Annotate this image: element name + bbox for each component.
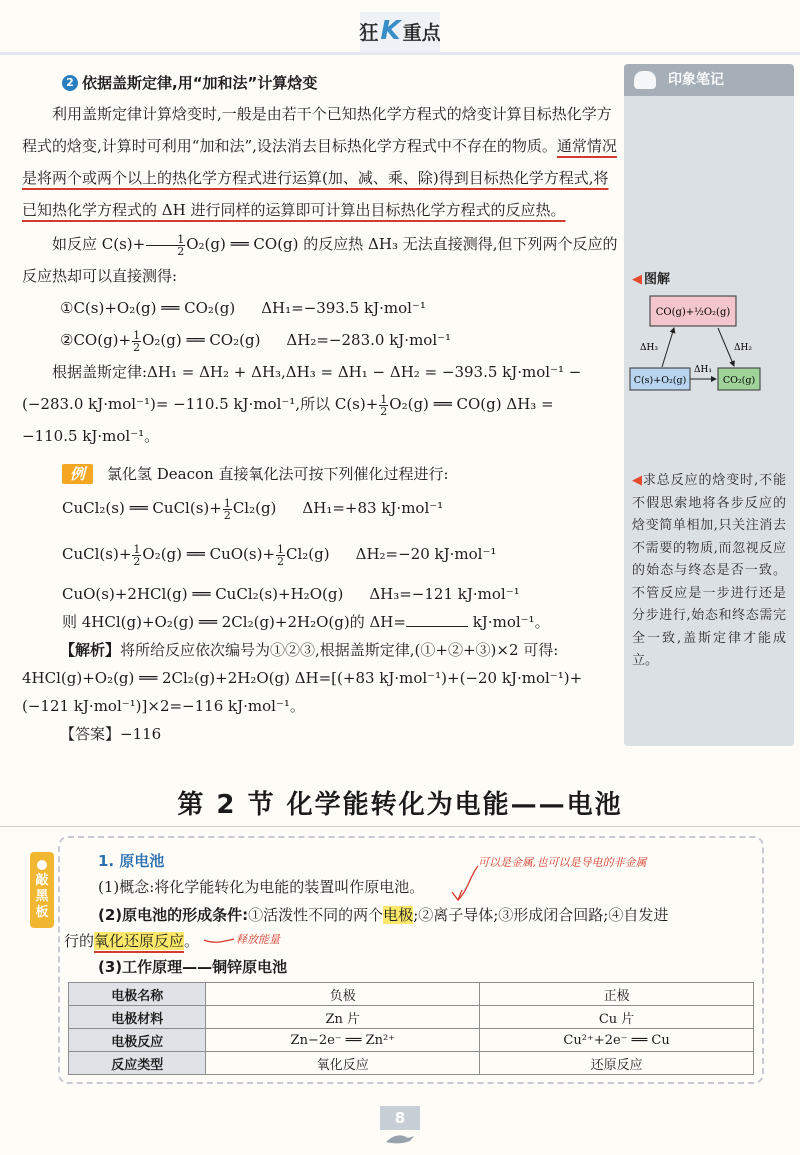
paragraph-5-text: −110.5 kJ·mol⁻¹。	[22, 427, 160, 445]
table-row	[69, 1052, 754, 1075]
tab-dot-icon	[37, 860, 47, 870]
table-row	[69, 1029, 754, 1052]
negative-cell: 氧化反应	[206, 1052, 480, 1075]
example-tag: 例	[62, 464, 93, 484]
paragraph-3	[22, 356, 620, 388]
section-title	[22, 68, 620, 98]
frac-denominator: 2	[177, 244, 185, 258]
frac-numerator: 1	[146, 234, 185, 246]
fraction-half	[276, 544, 285, 567]
paragraph-4	[22, 388, 620, 420]
highlight-redox: 氧化还原反应	[94, 932, 185, 950]
diagram-label-text: 图解	[644, 272, 671, 287]
handwritten-note-mid: 释放能量	[236, 933, 280, 946]
tab-char-3: 板	[35, 905, 49, 920]
frac-denominator: 2	[133, 340, 141, 354]
dh3-label: ΔH₃	[640, 343, 658, 353]
paragraph-4-pre: (−283.0 kJ·mol⁻¹)= −110.5 kJ·mol⁻¹,所以 C(s)+	[22, 395, 379, 413]
paragraph-2-pre: 如反应 C(s)+	[52, 235, 146, 253]
example-reaction-1-pre: CuCl₂(s) ══ CuCl(s)+	[62, 499, 222, 517]
paragraph-1b-underlined: 通常情况是将两个或两个以上的热化学方程式进行运算(加、减、乘、除)得到目标热化学方程式,将已知热化学方程式的 ΔH 进行同样的运算即可计算出目标热化学方程式的反应热。	[22, 137, 617, 219]
example-reaction-2-mid: O₂(g) ══ CuO(s)+	[142, 545, 276, 563]
frac-numerator: 1	[223, 496, 231, 510]
reaction-2	[22, 324, 620, 356]
conditions-text-1: ①活泼性不同的两个	[248, 906, 384, 924]
frac-numerator: 1	[133, 328, 141, 342]
paragraph-1	[22, 98, 620, 226]
table-row	[69, 1006, 754, 1029]
side-note	[632, 470, 786, 673]
dh2-label: ΔH₂	[734, 343, 752, 353]
chapter-divider	[0, 826, 800, 827]
frac-numerator: 1	[380, 392, 388, 406]
frac-denominator: 2	[380, 404, 388, 418]
analysis-label: 【解析】	[60, 641, 121, 659]
elephant-icon	[634, 71, 656, 89]
row-label: 电极材料	[69, 1006, 206, 1029]
paragraph-3-text: 根据盖斯定律:ΔH₁ = ΔH₂ + ΔH₃,ΔH₃ = ΔH₁ − ΔH₂ = −393.5 kJ·mol⁻¹ −	[52, 363, 582, 381]
tab-char-2: 黑	[35, 889, 49, 904]
brand-prefix: 狂	[359, 22, 379, 44]
frac-numerator: 1	[277, 542, 285, 556]
paragraph-2	[22, 228, 620, 292]
conditions-label: (2)原电池的形成条件:	[98, 906, 249, 924]
positive-cell: Cu 片	[480, 1006, 754, 1029]
fraction-half	[379, 394, 388, 417]
main-content	[22, 68, 620, 750]
example-question-pre: 则 4HCl(g)+O₂(g) ══ 2Cl₂(g)+2H₂O(g)的 ΔH=	[62, 613, 406, 631]
row-label: 电极反应	[69, 1029, 206, 1052]
frac-denominator: 2	[223, 508, 231, 522]
dh1-label: ΔH₁	[694, 365, 712, 375]
triangle-marker-icon: ◀	[632, 272, 642, 287]
chapter-title: 第 2 节 化学能转化为电能——电池	[177, 790, 623, 820]
fraction-half	[146, 234, 185, 257]
node-top-label: CO(g)+½O₂(g)	[655, 307, 731, 318]
bird-icon	[384, 1132, 416, 1146]
paragraph-4-post: O₂(g) ══ CO(g) ΔH₃ =	[389, 395, 554, 413]
margin-note-header	[624, 64, 794, 96]
working-principle: (3)工作原理——铜锌原电池	[98, 958, 288, 976]
positive-cell: 还原反应	[480, 1052, 754, 1075]
triangle-marker-icon: ◀	[632, 473, 643, 488]
diagram-label	[632, 268, 670, 287]
brand-k: K	[380, 16, 401, 46]
paragraph-5	[22, 420, 620, 452]
page-number: 8	[380, 1106, 420, 1130]
reaction-2-post: O₂(g) ══ CO₂(g)	[142, 331, 261, 349]
margin-note-title: 印象笔记	[668, 72, 724, 88]
frac-denominator: 2	[277, 554, 285, 568]
table-row	[69, 983, 754, 1006]
paragraph-1a: 利用盖斯定律计算焓变时,一般是由若干个已知热化学方程式的焓变计算目标热化学方程式的焓变,计算时可利用“加和法”,设法消去目标热化学方程式中不存在的物质。	[22, 105, 612, 155]
frac-numerator: 1	[133, 542, 141, 556]
example-reaction-2-dh: ΔH₂=−20 kJ·mol⁻¹	[355, 545, 497, 563]
handwritten-note-top: 可以是金属,也可以是导电的非金属	[478, 856, 647, 869]
reaction-2-pre: ②CO(g)+	[60, 331, 132, 349]
answer-blank	[406, 612, 468, 627]
cu-zn-cell-table	[68, 982, 754, 1075]
fraction-half	[223, 498, 232, 521]
primary-cell-concept: (1)概念:将化学能转化为电能的装置叫作原电池。	[98, 878, 425, 896]
example-reaction-1	[22, 492, 620, 524]
fraction-half	[132, 330, 141, 353]
example-reaction-1-post: Cl₂(g)	[232, 499, 277, 517]
brand-suffix: 重点	[402, 22, 441, 44]
section-title-text: 依据盖斯定律,用“加和法”计算焓变	[82, 74, 318, 92]
negative-cell: Zn−2e⁻ ══ Zn²⁺	[206, 1029, 480, 1052]
example-question-post: kJ·mol⁻¹。	[467, 613, 550, 631]
answer-value: −116	[120, 725, 162, 743]
row-label: 电极名称	[69, 983, 206, 1006]
example-reaction-2-post: Cl₂(g)	[286, 545, 330, 563]
header-brand	[0, 16, 800, 46]
positive-cell: Cu²⁺+2e⁻ ══ Cu	[480, 1029, 754, 1052]
conditions-text-2: ;②离子导体;③形成闭合回路;④自发进	[413, 906, 669, 924]
reaction-1	[22, 292, 620, 324]
conditions-text-4: 。	[184, 932, 200, 950]
highlight-electrode: 电极	[383, 906, 414, 924]
positive-cell: 正极	[480, 983, 754, 1006]
primary-cell-title: 1. 原电池	[98, 852, 165, 870]
node-left-label: C(s)+O₂(g)	[633, 375, 687, 386]
example-intro-text: 氯化氢 Deacon 直接氧化法可按下列催化过程进行:	[107, 465, 449, 483]
hess-diagram	[628, 290, 788, 400]
analysis-text-3: (−121 kJ·mol⁻¹)]×2=−116 kJ·mol⁻¹。	[22, 697, 305, 715]
frac-denominator: 2	[133, 554, 141, 568]
header-divider	[0, 52, 800, 55]
example-reaction-3-dh: ΔH₃=−121 kJ·mol⁻¹	[369, 585, 520, 603]
answer-label: 【答案】	[60, 725, 121, 743]
arrow-left-to-top	[662, 328, 674, 367]
paragraph-2-post: O₂(g) ══ CO(g) 的反应热 ΔH₃ 无法直接测得,但下列两个反应的反应热却可以直接测得:	[22, 235, 618, 285]
reaction-1-eq: ①C(s)+O₂(g) ══ CO₂(g)	[60, 299, 236, 317]
example-intro	[22, 458, 620, 490]
conditions-text-3: 行的	[64, 932, 95, 950]
example-reaction-3-eq: CuO(s)+2HCl(g) ══ CuCl₂(s)+H₂O(g)	[62, 585, 344, 603]
negative-cell: 负极	[206, 983, 480, 1006]
negative-cell: Zn 片	[206, 1006, 480, 1029]
reaction-2-dh: ΔH₂=−283.0 kJ·mol⁻¹	[286, 331, 452, 349]
arrow-top-to-right	[718, 328, 734, 366]
analysis-text-1: 将所给反应依次编号为①②③,根据盖斯定律,(①+②+③)×2 可得:	[120, 641, 559, 659]
knock-blackboard-tab	[30, 852, 54, 928]
node-right-label: CO₂(g)	[722, 375, 756, 386]
reaction-1-dh: ΔH₁=−393.5 kJ·mol⁻¹	[261, 299, 426, 317]
example-reaction-2-pre: CuCl(s)+	[62, 545, 132, 563]
answer-line	[22, 718, 620, 750]
example-reaction-2	[22, 538, 620, 570]
row-label: 反应类型	[69, 1052, 206, 1075]
fraction-half	[132, 544, 141, 567]
section-number-badge: 2	[62, 75, 78, 91]
tab-char-1: 敲	[35, 873, 49, 888]
example-reaction-1-dh: ΔH₁=+83 kJ·mol⁻¹	[302, 499, 444, 517]
side-note-text: 求总反应的焓变时,不能不假思索地将各步反应的焓变简单相加,只关注消去不需要的物质,而忽视反应的始态与终态是否一致。不管反应是一步进行还是分步进行,始态和终态需完全一致,盖斯定律才能成立。	[632, 473, 787, 668]
analysis-text-2: 4HCl(g)+O₂(g) ══ 2Cl₂(g)+2H₂O(g) ΔH=[(+83 kJ·mol⁻¹)+(−20 kJ·mol⁻¹)+	[22, 669, 583, 687]
